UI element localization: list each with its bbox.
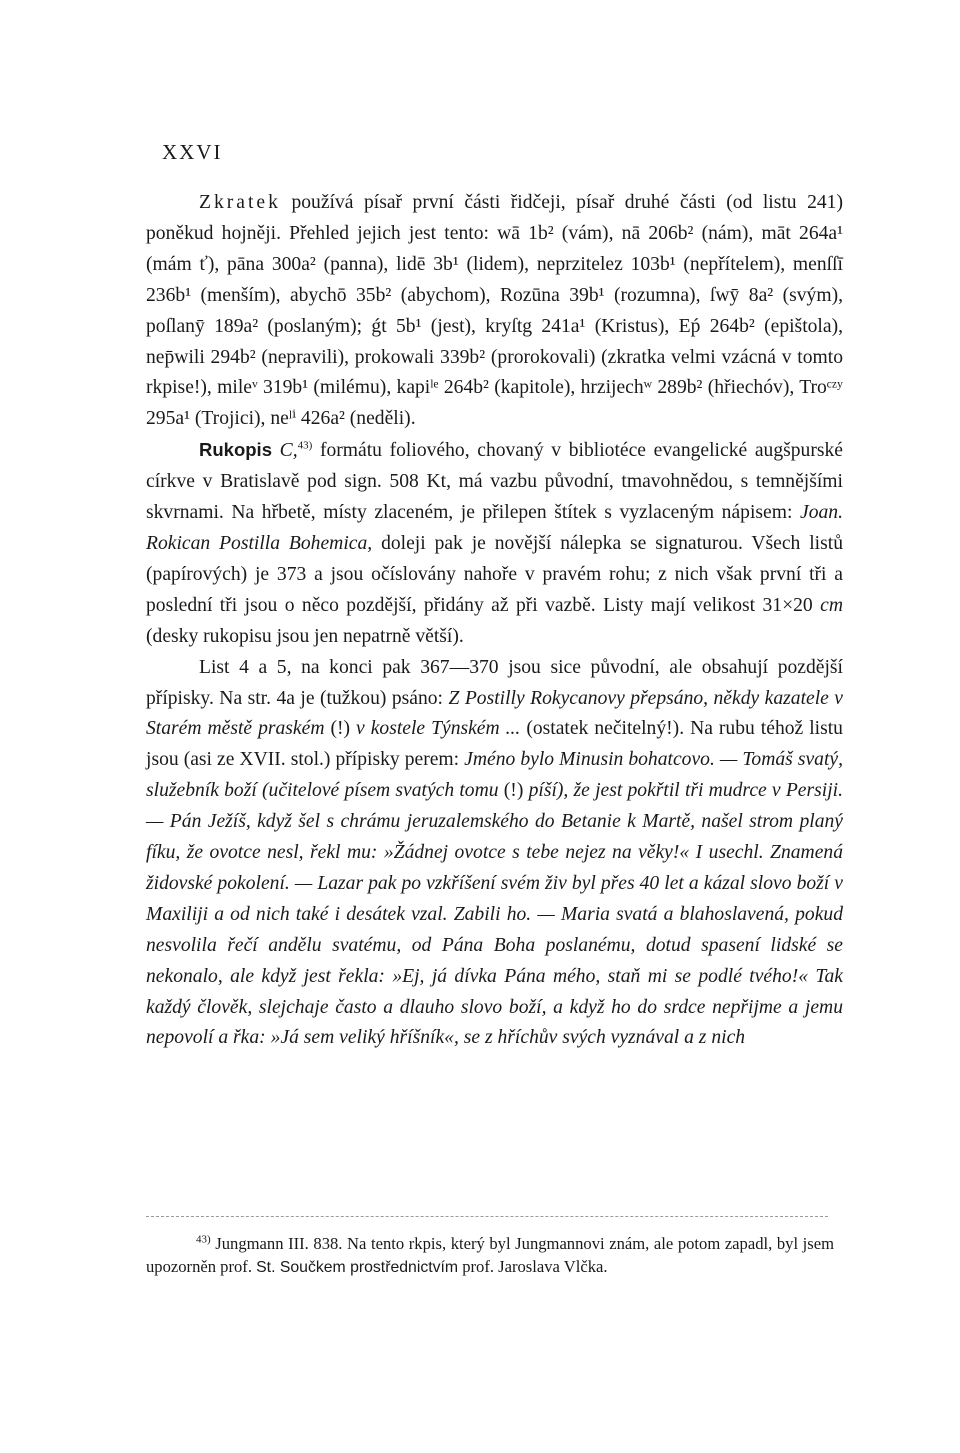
paragraph-abbreviations	[146, 188, 843, 435]
quoted-note: Z Postilly Rokycanovy přepsáno, někdy kazatele v Starém městě praském	[146, 687, 843, 740]
main-text	[146, 188, 843, 1054]
footnote-text: Jungmann III. 838. Na tento rkpis, který byl Jungmannovi znám, ale potom zapadl, byl jsem upozorněn prof.	[146, 1234, 834, 1276]
paragraph-manuscript-c	[146, 435, 843, 652]
editorial-mark: (!)	[330, 718, 351, 740]
paragraph-lead-word: Zkratek	[199, 192, 281, 213]
footnote-number: 43)	[196, 1233, 211, 1246]
paragraph-lead-word: Rukopis	[199, 439, 272, 461]
page-number: XXVI	[162, 140, 223, 164]
quoted-note: píší), že jest pokřtil tři mudrce v Persiji. — Pán Ježíš, když šel s chrámu jeruzalemského do Betanie k Martě, našel strom planý fíku, že ovotce nesl, řekl mu: »Žádnej ovotce s tebe nejez na věky!« I usechl. Znamená židovské pokolení. — Lazar pak po vzkříšení svém živ byl přes 40 let a kázal slovo boží v Maxiliji a od nich také i desátek vzal. Zabili ho. — Maria svatá a blahoslavená, pokud nesvolila řečí andělu svatému, od Pána Boha poslanému, dotud spasení lidské se nekonalo, ale když jest řekla: »Ej, já dívka Pána mého, staň mi se podlé tvého!« Tak každý člověk, slejchaje často a dlauho slovo boží, a když ho do srdce nepřijme a jemu nepovolí a řka: »Já sem veliký hříšník«, se z hříchův svých vyznával a z nich	[146, 780, 843, 1049]
footnote-text: prof. Jaroslava Vlčka.	[462, 1257, 608, 1276]
paragraph-text: List 4 a 5, na konci pak 367—370 jsou sice původní, ale obsahují pozdější přípisky. Na str. 4a je (tužkou) psáno:	[146, 656, 843, 709]
footnote	[146, 1232, 834, 1279]
editorial-mark: (!)	[503, 780, 524, 802]
quoted-note: Jméno bylo Minusin bohatcovo. — Tomáš svatý, služebník boží (učitelové písem svatých tomu	[146, 749, 843, 802]
paragraph-later-notes	[146, 653, 843, 1055]
paragraph-text: (desky rukopisu jsou jen nepatrně větší).	[146, 625, 464, 647]
paragraph-text: používá písař první části řidčeji, písař druhé části (od listu 241) poněkud hojněji. Přehled jejich jest tento: wā 1b² (vám), nā 206b² (nám), māt 264a¹ (mám ť), pāna 300a² (panna), lidē 3b¹ (lidem), neprzitelez 103b¹ (nepřítelem), menſſī 236b¹ (menším), abychō 35b² (abychom), Rozūna 39b¹ (rozumna), ſwȳ 8a² (svým), poſlanȳ 189a² (poslaným); ǵt 5b¹ (jest), kryſtg 241a¹ (Kristus), Eṕ 264b² (epištola), nep̄wili 294b² (nepravili), prokowali 339b² (prorokovali) (zkratka velmi vzácná v tomto rkpise!), mileᵛ 319b¹ (milému), kapiˡᵉ 264b² (kapitole), hrzijechʷ 289b² (hřiechóv), Troᶜᶻʸ 295a¹ (Trojici), neˡⁱ 426a² (neděli).	[146, 192, 844, 430]
unit: cm	[820, 594, 844, 616]
paragraph-text: (ostatek nečitelný!). Na rubu téhož listu jsou (asi ze XVII. stol.) přípisky perem:	[146, 718, 843, 771]
footnote-divider	[146, 1216, 828, 1217]
footnote-reference: 43)	[297, 439, 313, 452]
spine-label-text: Joan. Rokican Postilla Bohemica,	[146, 502, 843, 554]
footnote-text: St. Součkem prostřednictvím	[256, 1259, 459, 1276]
manuscript-siglum: C,	[279, 440, 298, 462]
paragraph-text: doleji pak je novější nálepka se signaturou. Všech listů (papírových) je 373 a jsou očíslovány nahoře v pravém rohu; z nich však první tři a poslední tři jsou o něco pozdější, přidány až při vazbě. Listy mají velikost 31×20	[146, 532, 843, 616]
paragraph-text: formátu foliového, chovaný v bibliotéce evangelické augšpurské církve v Bratislavě pod sign. 508 Kt, má vazbu původní, tmavohnědou, s temnějšími skvrnami. Na hřbetě, místy zlaceném, je přilepen štítek s vyzlaceným nápisem:	[146, 440, 843, 524]
quoted-note: v kostele Týnském ...	[356, 718, 521, 740]
